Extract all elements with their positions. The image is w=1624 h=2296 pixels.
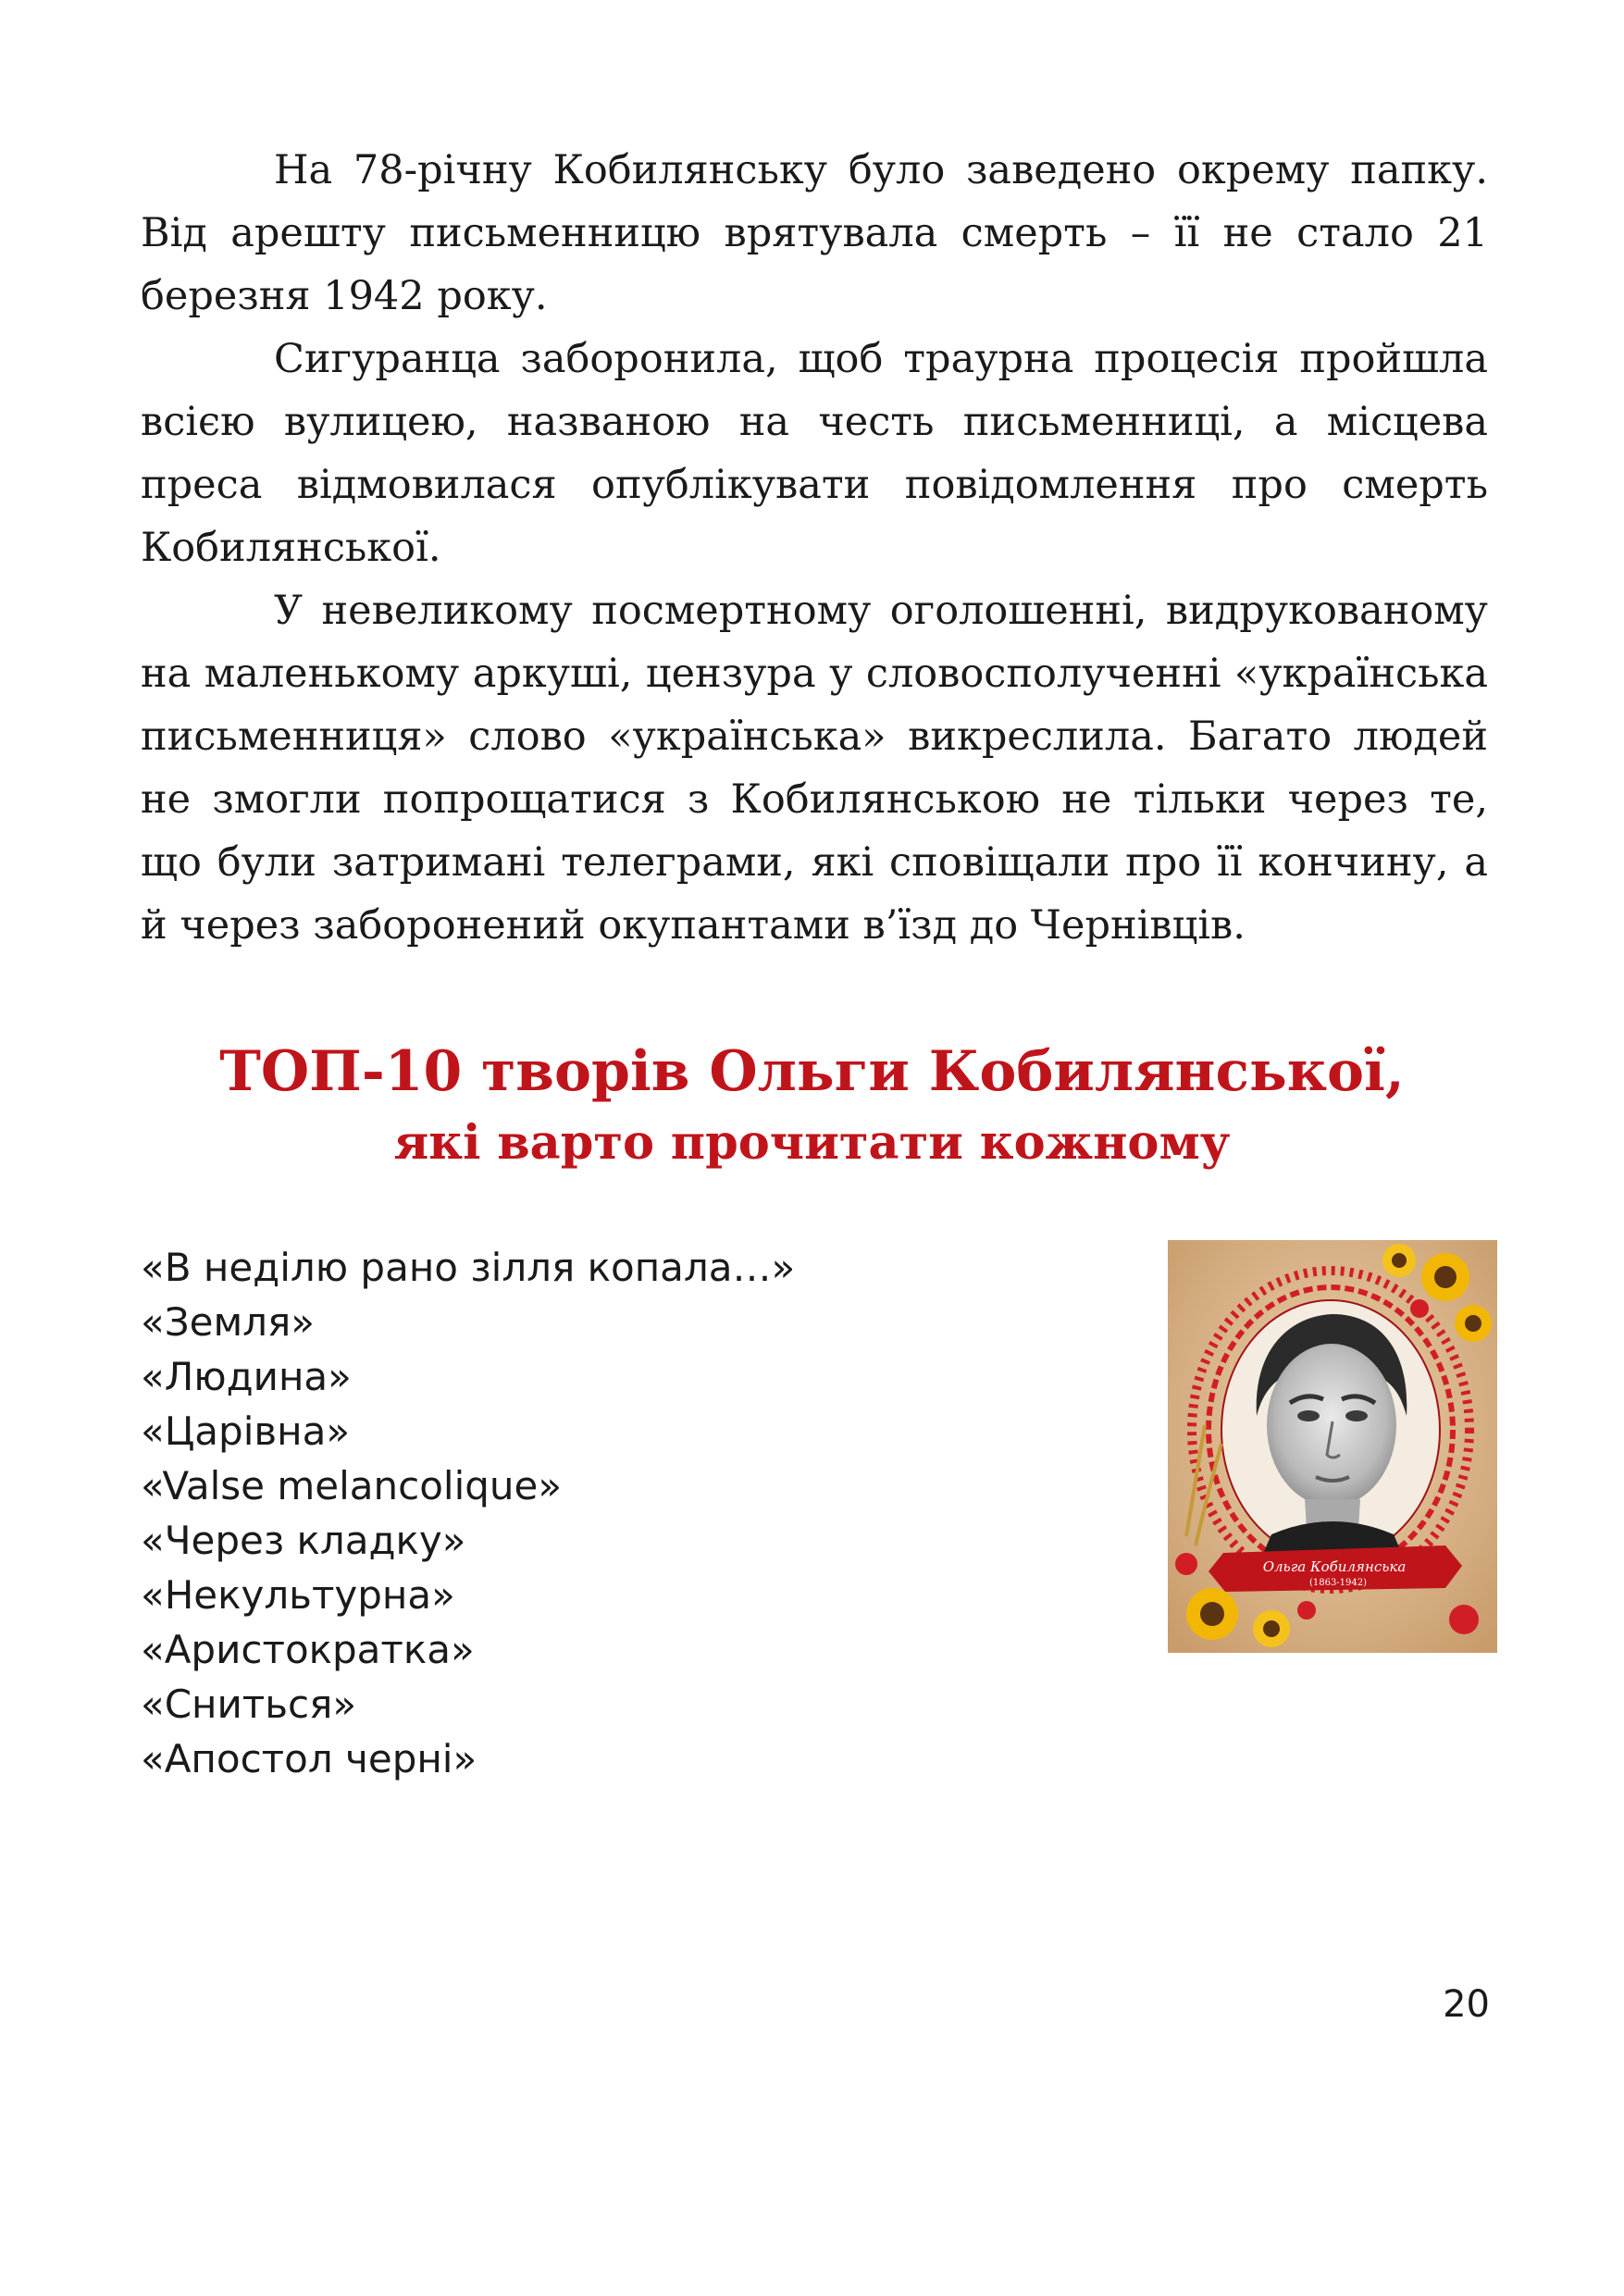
list-item: «Аристократка» <box>141 1627 475 1672</box>
paragraph: На 78-річну Кобилянську було заведено окрему папку. Від арешту письменницю врятувала смерть – її не стало 21 березня 1942 року. <box>141 147 1488 319</box>
list-item: «Людина» <box>141 1354 352 1399</box>
body-text <box>141 139 1488 957</box>
paragraph: У невеликому посмертному оголошенні, видрукованому на маленькому аркуші, цензура у словосполученні «українська письменниця» слово «українська» викреслила. Багато людей не змогли попрощатися з Кобилянською не тільки через те, що були затримані телеграми, які сповіщали про її кончину, а й через заборонений окупантами в’їзд до Чернівців. <box>141 588 1488 949</box>
list-item: «Апостол черні» <box>141 1736 477 1781</box>
paragraph: Сигуранца заборонила, щоб траурна процесія пройшла всією вулицею, названою на честь письменниці, а місцева преса відмовилася опублікувати повідомлення про смерть Кобилянської. <box>141 336 1488 571</box>
list-item: «Земля» <box>141 1299 315 1345</box>
list-item: «В неділю рано зілля копала…» <box>141 1245 796 1290</box>
list-item: «Царівна» <box>141 1409 351 1454</box>
portrait-image <box>1168 1240 1497 1653</box>
banner-name: Ольга Кобилянська <box>1262 1558 1407 1575</box>
heading-title: ТОП-10 творів Ольги Кобилянської, <box>219 1039 1405 1104</box>
page-number: 20 <box>1443 1983 1490 2026</box>
banner-years: (1863-1942) <box>1308 1578 1368 1588</box>
list-item: «Сниться» <box>141 1682 357 1727</box>
list-item: «Некультурна» <box>141 1572 455 1618</box>
section-heading <box>0 1035 1624 1173</box>
heading-subtitle: які варто прочитати кожному <box>393 1115 1231 1171</box>
list-item: «Через кладку» <box>141 1518 466 1563</box>
list-item: «Valse melancolique» <box>141 1463 563 1508</box>
works-list <box>141 1240 973 1786</box>
